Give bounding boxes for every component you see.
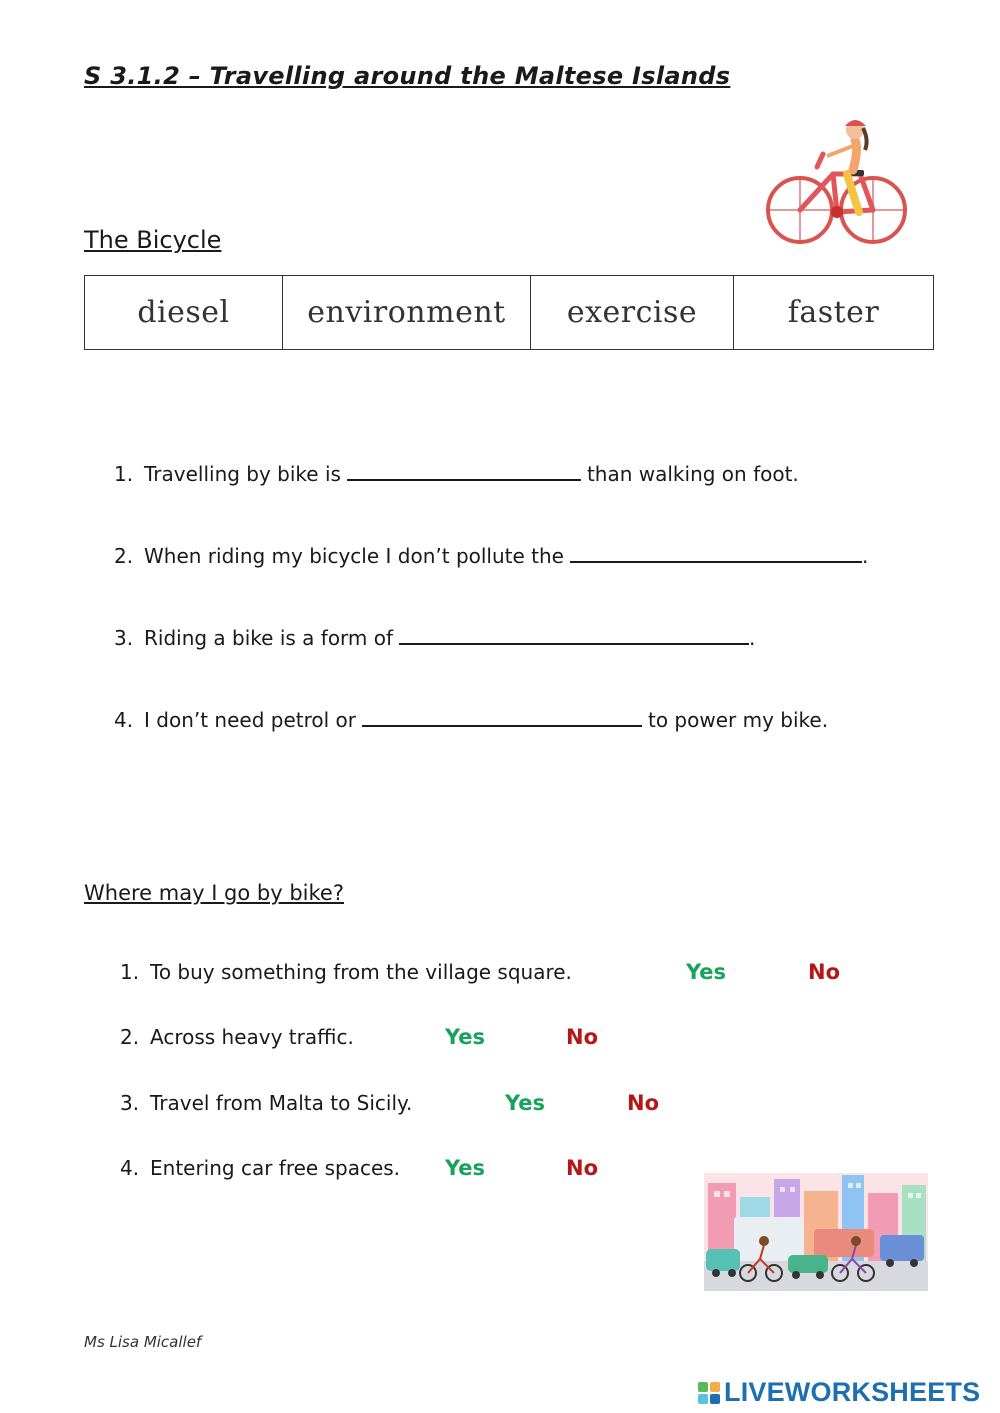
question-number: 4.: [114, 708, 134, 732]
fill-question-2: [114, 543, 868, 568]
no-option[interactable]: No: [566, 1025, 599, 1049]
question-number: 1.: [114, 462, 134, 486]
question-text: to power my bike.: [648, 708, 829, 732]
word-bank-item[interactable]: environment: [283, 276, 531, 350]
question-text: Riding a bike is a form of: [144, 626, 394, 650]
yes-no-question-2: [120, 1025, 354, 1049]
word-bank-item[interactable]: exercise: [531, 276, 734, 350]
liveworksheets-logo: [698, 1377, 980, 1408]
word-bank-item[interactable]: faster: [734, 276, 934, 350]
yes-no-question-1: [120, 960, 572, 984]
question-number: 2.: [120, 1025, 140, 1049]
no-option[interactable]: No: [808, 960, 841, 984]
fill-question-4: [114, 707, 828, 732]
question-text: When riding my bicycle I don’t pollute the: [144, 544, 564, 568]
yes-no-question-3: [120, 1091, 412, 1115]
question-number: 3.: [114, 626, 134, 650]
liveworksheets-logo-icon: [698, 1382, 720, 1404]
question-text: Across heavy traffic.: [150, 1025, 354, 1049]
section-heading-where: Where may I go by bike?: [84, 881, 344, 905]
yes-option[interactable]: Yes: [505, 1091, 546, 1115]
section-heading-bicycle: The Bicycle: [84, 226, 222, 254]
question-text: .: [862, 544, 869, 568]
question-text: I don’t need petrol or: [144, 708, 356, 732]
answer-blank-1[interactable]: [347, 461, 581, 481]
question-text: To buy something from the village square.: [150, 960, 572, 984]
no-option[interactable]: No: [566, 1156, 599, 1180]
yes-option[interactable]: Yes: [445, 1156, 486, 1180]
word-bank-item[interactable]: diesel: [85, 276, 283, 350]
answer-blank-3[interactable]: [399, 625, 749, 645]
fill-question-3: [114, 625, 755, 650]
author-name: Ms Lisa Micallef: [84, 1333, 202, 1351]
question-text: Travel from Malta to Sicily.: [150, 1091, 413, 1115]
yes-option[interactable]: Yes: [686, 960, 727, 984]
brand-name: LIVEWORKSHEETS: [724, 1377, 981, 1407]
question-number: 4.: [120, 1156, 140, 1180]
answer-blank-4[interactable]: [362, 707, 642, 727]
fill-question-1: [114, 461, 799, 486]
question-number: 2.: [114, 544, 134, 568]
worksheet-title: S 3.1.2 – Travelling around the Maltese Islands: [84, 62, 731, 90]
question-text: .: [749, 626, 756, 650]
question-number: 1.: [120, 960, 140, 984]
city-traffic-illustration: [704, 1173, 928, 1291]
girl-on-bicycle-illustration: [755, 112, 925, 272]
word-bank: [84, 275, 934, 350]
question-text: Travelling by bike is: [144, 462, 341, 486]
yes-no-question-4: [120, 1156, 400, 1180]
question-number: 3.: [120, 1091, 140, 1115]
question-text: than walking on foot.: [586, 462, 799, 486]
answer-blank-2[interactable]: [570, 543, 862, 563]
yes-option[interactable]: Yes: [445, 1025, 486, 1049]
question-text: Entering car free spaces.: [150, 1156, 401, 1180]
no-option[interactable]: No: [627, 1091, 660, 1115]
